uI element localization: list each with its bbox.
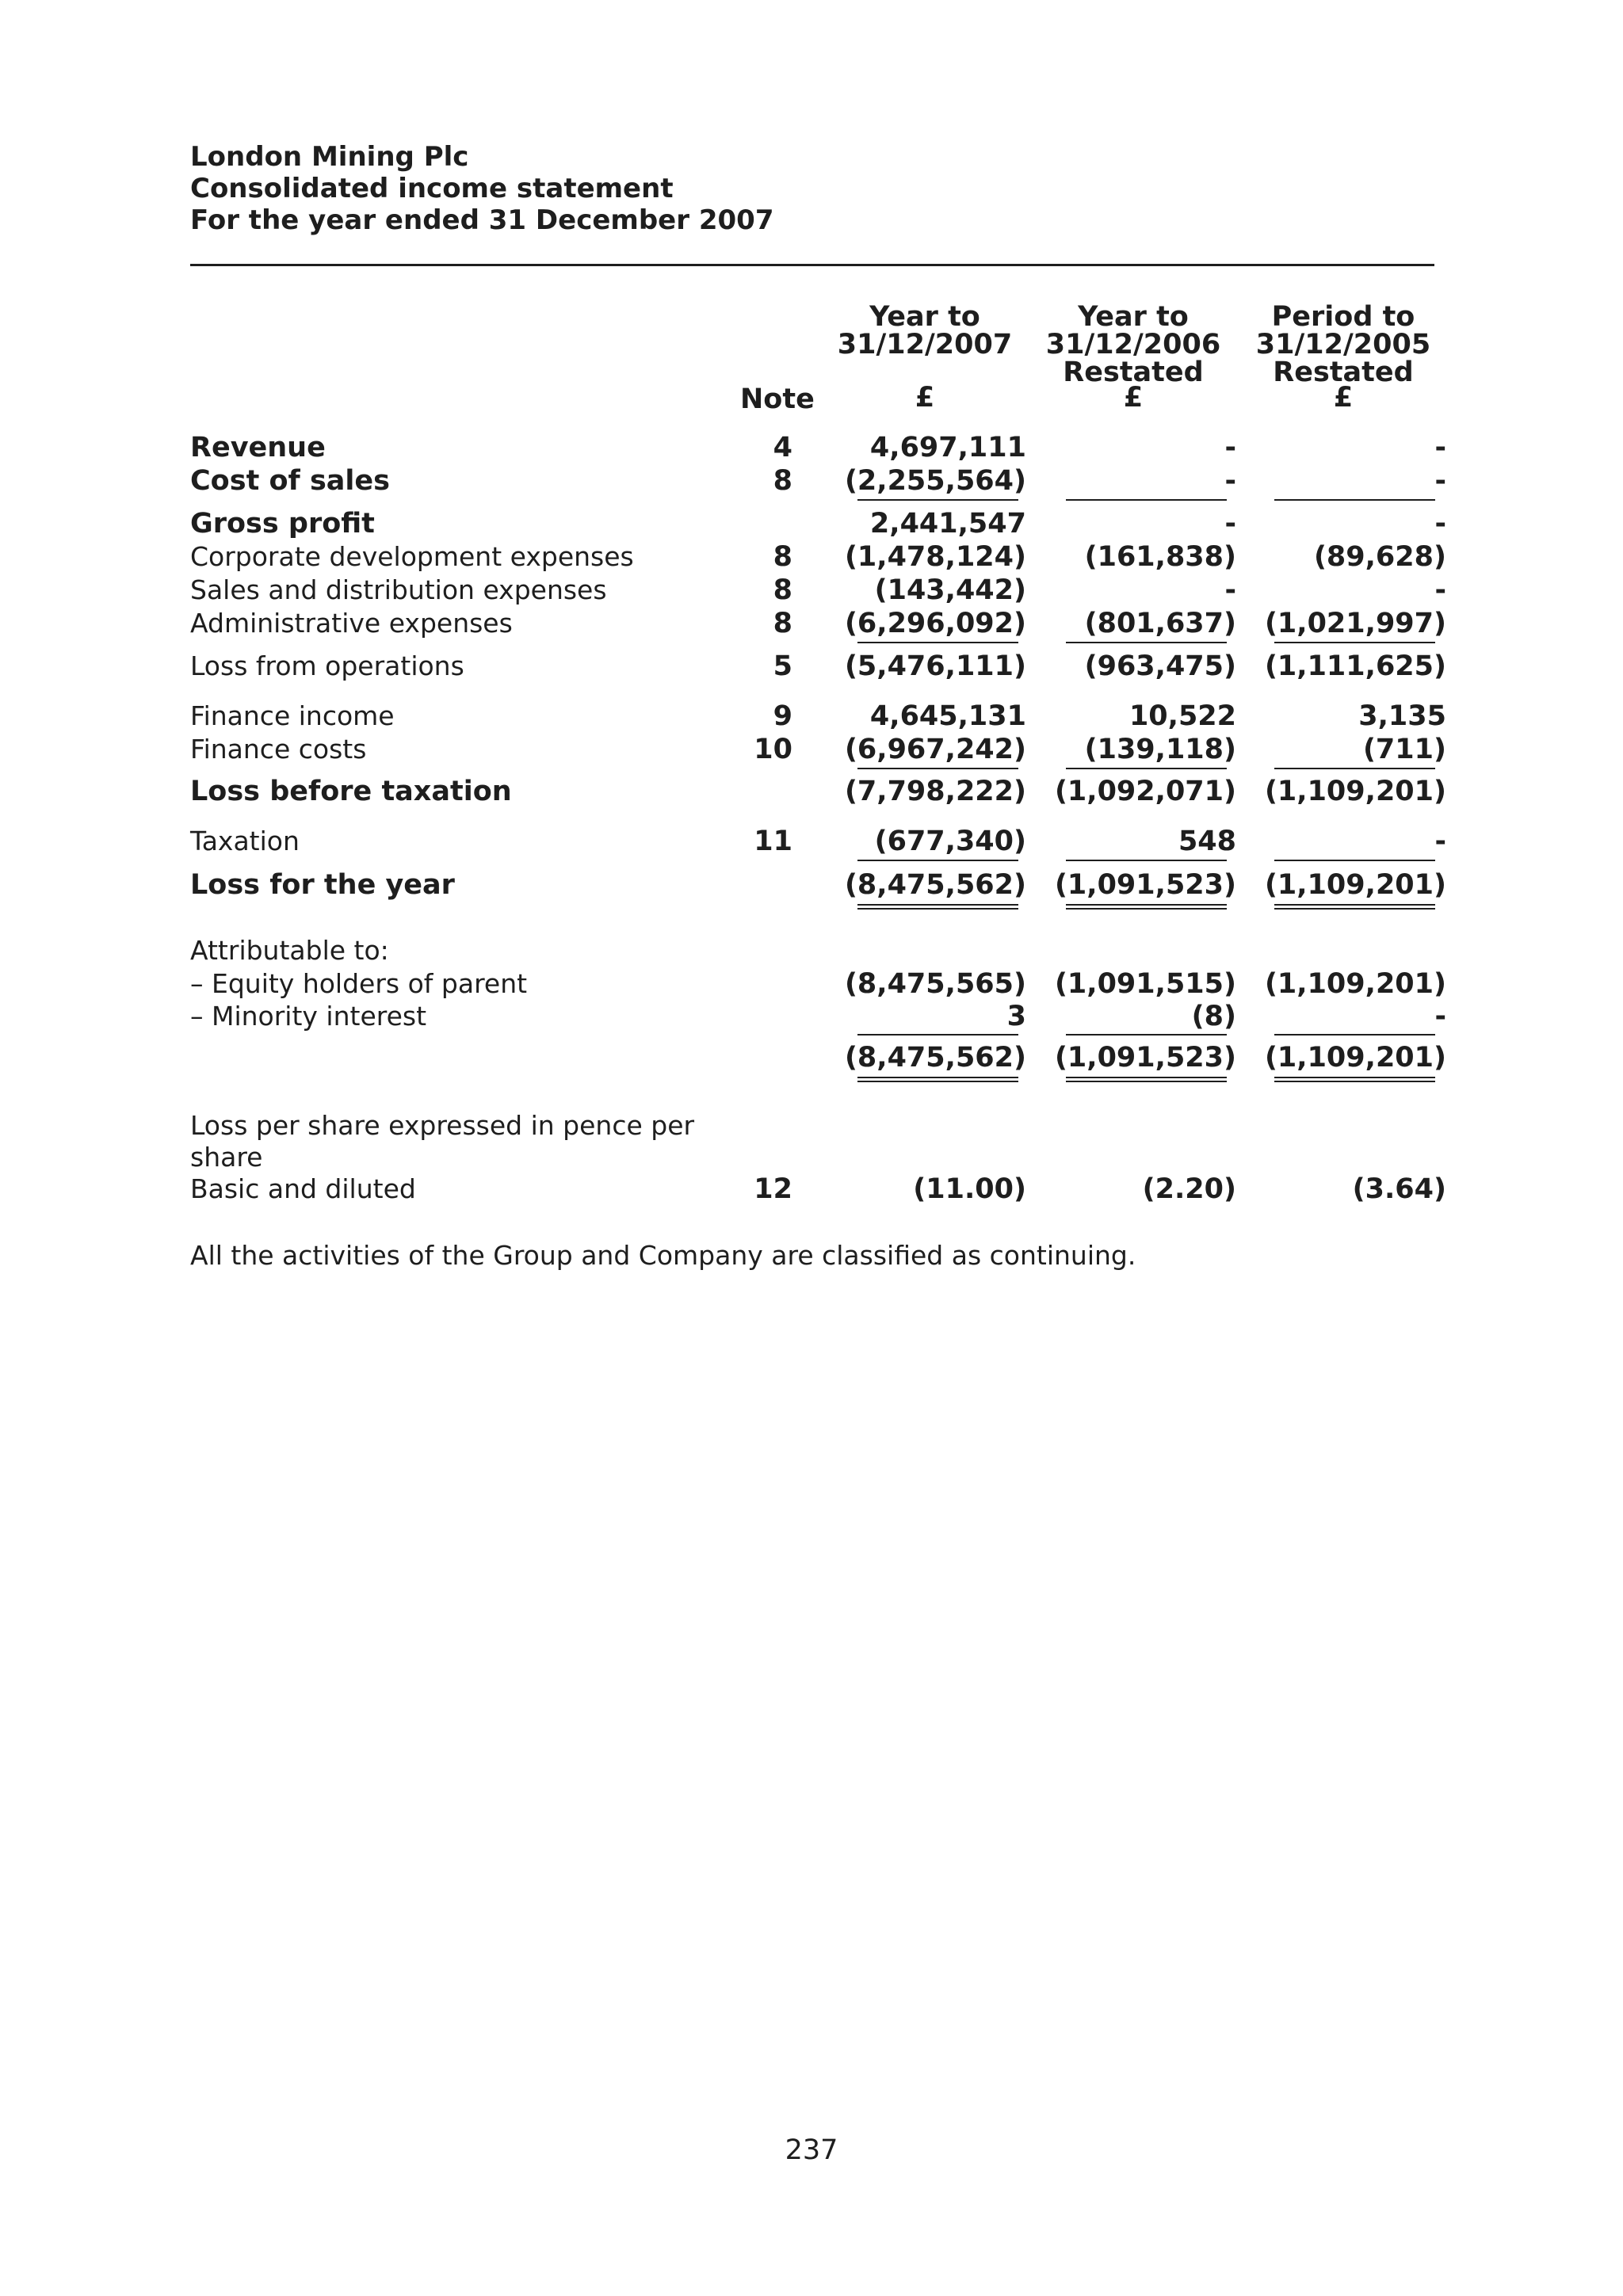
value-2005: 3,135: [1358, 700, 1446, 732]
row-label: Administrative expenses: [190, 608, 513, 639]
column-2006-line2: 31/12/2006: [1045, 329, 1221, 360]
value-2005: (1,109,201): [1264, 968, 1446, 1000]
column-2005-line3: Restated: [1273, 357, 1414, 388]
currency-2007: £: [915, 382, 935, 414]
value-2006: (1,092,071): [1054, 776, 1236, 807]
value-2005: (3.64): [1352, 1173, 1446, 1205]
row-taxation: [0, 825, 1623, 858]
currency-2005: £: [1333, 382, 1354, 414]
row-equity-holders: [0, 967, 1623, 1001]
statement-title: Consolidated income statement: [190, 173, 674, 204]
column-2005-line2: 31/12/2005: [1255, 329, 1431, 360]
header-divider: [190, 264, 1434, 266]
value-2006: -: [1224, 432, 1236, 463]
row-note: 5: [773, 650, 792, 682]
value-2005: (89,628): [1313, 541, 1446, 573]
row-label: Taxation: [190, 826, 300, 856]
value-2007: (1,478,124): [844, 541, 1026, 573]
row-sales-distribution: [0, 574, 1623, 607]
subtotal-rule: [1274, 499, 1435, 501]
value-2005: -: [1434, 1001, 1446, 1032]
value-2006: (161,838): [1084, 541, 1236, 573]
statement-period: For the year ended 31 December 2007: [190, 204, 774, 236]
value-2005: (1,111,625): [1264, 650, 1446, 682]
row-corporate-development: [0, 540, 1623, 574]
column-2006-line1: Year to: [1078, 301, 1189, 333]
row-note: 9: [773, 700, 792, 732]
total-double-rule: [1274, 904, 1435, 910]
row-label: Attributable to:: [190, 935, 389, 966]
column-2007-line1: Year to: [869, 301, 980, 333]
value-2005: -: [1434, 465, 1446, 497]
subtotal-rule: [1066, 768, 1227, 769]
currency-2006: £: [1123, 382, 1144, 414]
subtotal-rule: [1274, 860, 1435, 861]
subtotal-rule: [1274, 1034, 1435, 1035]
row-note: 4: [773, 432, 792, 463]
value-2007: (7,798,222): [844, 776, 1026, 807]
total-double-rule: [1066, 1077, 1227, 1082]
total-double-rule: [1066, 904, 1227, 910]
value-2005: -: [1434, 826, 1446, 857]
row-revenue: [0, 431, 1623, 464]
row-note: 10: [754, 734, 792, 765]
value-2007: 3: [1006, 1001, 1026, 1032]
value-2006: (139,118): [1084, 734, 1236, 765]
row-label: Cost of sales: [190, 465, 390, 497]
row-basic-and-diluted: [0, 1173, 1623, 1206]
value-2006: (1,091,523): [1054, 869, 1236, 901]
row-note: 8: [773, 465, 792, 497]
row-loss-per-share-heading: [0, 1109, 1623, 1142]
value-2006: 548: [1178, 826, 1236, 857]
row-label: Loss from operations: [190, 650, 464, 681]
row-label: Gross profit: [190, 508, 375, 540]
row-note: 8: [773, 608, 792, 639]
value-2007: 2,441,547: [869, 508, 1026, 540]
subtotal-rule: [1066, 1034, 1227, 1035]
total-double-rule: [857, 904, 1018, 910]
row-finance-income: [0, 700, 1623, 733]
subtotal-rule: [857, 642, 1018, 643]
subtotal-rule: [1066, 860, 1227, 861]
subtotal-rule: [857, 860, 1018, 861]
row-administrative: [0, 607, 1623, 640]
page-number: 237: [785, 2134, 838, 2166]
row-label: Loss before taxation: [190, 776, 512, 807]
total-double-rule: [1274, 1077, 1435, 1082]
column-header-2005: [1244, 303, 1442, 387]
subtotal-rule: [1274, 768, 1435, 769]
value-2005: (1,109,201): [1264, 1042, 1446, 1074]
value-2006: 10,522: [1128, 700, 1236, 732]
value-2005: (1,021,997): [1264, 608, 1446, 639]
value-2005: (1,109,201): [1264, 869, 1446, 901]
subtotal-rule: [1066, 642, 1227, 643]
row-loss-from-operations: [0, 650, 1623, 683]
column-2007-line2: 31/12/2007: [837, 329, 1013, 360]
note-column-header: Note: [740, 383, 815, 415]
value-2006: (1,091,523): [1054, 1042, 1236, 1074]
value-2005: -: [1434, 508, 1446, 540]
company-name: London Mining Plc: [190, 141, 469, 173]
row-minority-interest: [0, 1000, 1623, 1033]
value-2006: -: [1224, 508, 1236, 540]
row-finance-costs: [0, 733, 1623, 766]
value-2007: (143,442): [874, 574, 1026, 606]
value-2006: -: [1224, 574, 1236, 606]
value-2007: (8,475,565): [844, 968, 1026, 1000]
row-note: 12: [754, 1173, 792, 1205]
subtotal-rule: [857, 768, 1018, 769]
row-gross-profit: [0, 507, 1623, 540]
row-label: Basic and diluted: [190, 1173, 416, 1204]
column-header-2006: [1034, 303, 1232, 387]
value-2007: (8,475,562): [844, 869, 1026, 901]
value-2005: (1,109,201): [1264, 776, 1446, 807]
subtotal-rule: [1274, 642, 1435, 643]
value-2007: (5,476,111): [844, 650, 1026, 682]
row-label: – Equity holders of parent: [190, 968, 528, 999]
row-attributable-total: [0, 1041, 1623, 1074]
value-2006: (801,637): [1084, 608, 1236, 639]
value-2007: (11.00): [913, 1173, 1026, 1205]
value-2006: -: [1224, 465, 1236, 497]
value-2007: (677,340): [874, 826, 1026, 857]
value-2006: (963,475): [1084, 650, 1236, 682]
row-note: 8: [773, 574, 792, 606]
value-2005: (711): [1362, 734, 1446, 765]
row-cost-of-sales: [0, 464, 1623, 498]
row-label: Sales and distribution expenses: [190, 574, 607, 605]
value-2007: 4,697,111: [869, 432, 1026, 463]
subtotal-rule: [857, 1034, 1018, 1035]
value-2007: (8,475,562): [844, 1042, 1026, 1074]
value-2006: (1,091,515): [1054, 968, 1236, 1000]
row-note: 11: [754, 826, 792, 857]
column-2005-line1: Period to: [1271, 301, 1415, 333]
subtotal-rule: [1066, 499, 1227, 501]
subtotal-rule: [857, 499, 1018, 501]
row-loss-per-share-heading-cont: [0, 1141, 1623, 1174]
row-note: 8: [773, 541, 792, 573]
value-2005: -: [1434, 432, 1446, 463]
value-2007: (2,255,564): [844, 465, 1026, 497]
row-label: Finance costs: [190, 734, 367, 765]
total-double-rule: [857, 1077, 1018, 1082]
value-2005: -: [1434, 574, 1446, 606]
value-2007: 4,645,131: [869, 700, 1026, 732]
value-2007: (6,967,242): [844, 734, 1026, 765]
column-2006-line3: Restated: [1063, 357, 1204, 388]
value-2006: (2.20): [1142, 1173, 1236, 1205]
value-2007: (6,296,092): [844, 608, 1026, 639]
row-label: Loss per share expressed in pence per: [190, 1110, 695, 1141]
column-header-2007: [826, 303, 1024, 359]
row-label: Finance income: [190, 700, 395, 731]
row-label: Corporate development expenses: [190, 541, 634, 572]
row-loss-for-the-year: [0, 868, 1623, 902]
row-loss-before-taxation: [0, 775, 1623, 808]
row-label: share: [190, 1142, 263, 1173]
row-label: Loss for the year: [190, 869, 455, 901]
row-attributable-to: [0, 934, 1623, 967]
row-label: – Minority interest: [190, 1001, 427, 1032]
continuing-operations-note: All the activities of the Group and Company are classified as continuing.: [190, 1240, 1136, 1271]
value-2006: (8): [1191, 1001, 1236, 1032]
row-label: Revenue: [190, 432, 326, 463]
